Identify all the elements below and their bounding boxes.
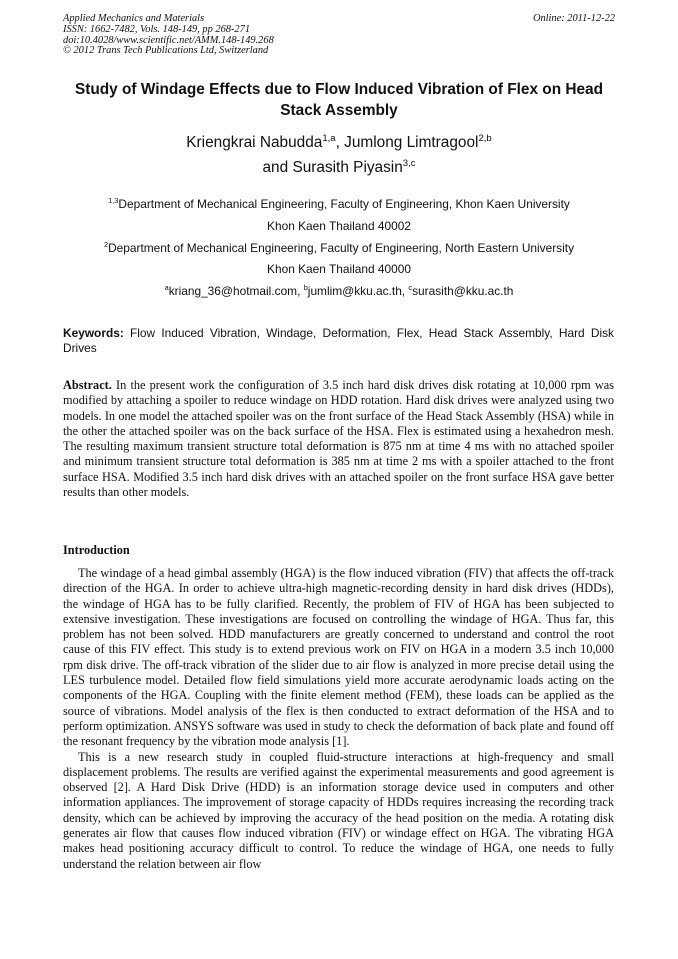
author-2-affil-mark: 2,b <box>478 132 492 144</box>
online-date: Online: 2011-12-22 <box>532 13 615 24</box>
author-separator: , <box>335 134 345 151</box>
author-and: and <box>262 159 293 176</box>
keywords <box>63 326 614 356</box>
paper-title <box>52 79 626 121</box>
affiliations <box>52 194 626 303</box>
author-3-name: Surasith Piyasin <box>292 159 403 176</box>
abstract-label: Abstract. <box>63 378 112 392</box>
email-b-mark: b <box>303 283 308 293</box>
introduction-paragraph-1: The windage of a head gimbal assembly (HGA) is the flow induced vibration (FIV) that affects the off-track direction of the HGA. In order to achieve ultra-high magnetic-recording density in hard disk drives (HDDs), the windage of HGA has to be fully clarified. Recently, the problem of FIV of HGA has been subjected to extensive investigation. These investigations are focused on controlling the windage of HGA. Thus far, this problem has not been solved. HDD manufacturers are greatly concerned to understand and control the root cause of this FIV effect. This study is to extend previous work on FIV on HGA in a modern 3.5 inch 10,000 rpm disk drive. The off-track vibration of the slider due to air flow is analyzed in more precise detail using the LES turbulence model. Detailed flow field simulations yield more accurate aerodynamic loads acting on the components of the HGA. Coupling with the finite element method (FEM), these loads can be applied as the source of vibrations. Model analysis of the flex is then conducted to extract deformation of the HSA and to perform optimization. ANSYS software was used in study to check the deformation of back plate and found off the resonant frequency by the vibration mode analysis [1]. <box>63 566 614 749</box>
affiliation-2-mark: 2 <box>103 239 109 249</box>
affiliation-2-text: Department of Mechanical Engineering, Faculty of Engineering, North Eastern University <box>108 240 575 255</box>
abstract-text: In the present work the configuration of 3.5 inch hard disk drives disk rotating at 10,000 rpm was modified by attaching a spoiler to reduce windage on HDD rotation. Hard disk drives were analyzed using two models. In one model the attached spoiler was on the front surface of the Head Stack Assembly (HSA) while in the other the attached spoiler was on the back surface of the HSA. Flex is estimated using a hexahedron mesh. The resulting maximum transient structure total deformation is 875 nm at time 4 ms with no attached spoiler and minimum transient structure total deformation is 385 nm at time 2 ms with a spoiler attached to the front surface HSA. Modified 3.5 inch hard disk drives with an attached spoiler on the front surface HSA gave better results than other models. <box>63 378 614 500</box>
affiliation-1-address: Khon Kaen Thailand 40002 <box>267 218 411 233</box>
abstract <box>63 378 614 500</box>
author-line-2 <box>52 155 626 180</box>
affiliation-1 <box>52 194 626 216</box>
journal-doi: doi:10.4028/www.scientific.net/AMM.148-149.268 <box>63 34 274 46</box>
journal-name: Applied Mechanics and Materials <box>63 13 205 24</box>
affiliation-1-mark: 1,3 <box>108 196 119 206</box>
keywords-text: Flow Induced Vibration, Windage, Deformation, Flex, Head Stack Assembly, Hard Disk Drives <box>63 326 614 355</box>
journal-copyright: © 2012 Trans Tech Publications Ltd, Switzerland <box>63 45 269 57</box>
author-1-affil-mark: 1,a <box>322 132 336 144</box>
introduction-body <box>63 566 614 872</box>
email-c: surasith@kku.ac.th <box>412 284 514 299</box>
paper-title-line-1: Study of Windage Effects due to Flow Induced Vibration of Flex on Head <box>74 81 604 98</box>
journal-header <box>63 14 274 57</box>
author-line-1 <box>52 130 626 155</box>
affiliation-1-text: Department of Mechanical Engineering, Faculty of Engineering, Khon Kaen University <box>118 197 570 211</box>
section-heading-introduction: Introduction <box>63 543 130 557</box>
email-a-mark: a <box>164 283 169 293</box>
author-emails <box>52 281 626 303</box>
keywords-label: Keywords: <box>63 326 124 340</box>
email-b: jumlim@kku.ac.th, <box>307 284 409 299</box>
author-list <box>52 130 626 180</box>
journal-issn: ISSN: 1662-7482, Vols. 148-149, pp 268-271 <box>63 23 251 35</box>
email-c-mark: c <box>408 283 413 293</box>
author-3-affil-mark: 3,c <box>402 157 416 169</box>
affiliation-2 <box>52 238 626 260</box>
email-a: kriang_36@hotmail.com, <box>168 284 304 299</box>
introduction-paragraph-2: This is a new research study in coupled fluid-structure interactions at high-frequency and small displacement problems. The results are verified against the experimental measurements and good agreement is observed [2]. A Hard Disk Drive (HDD) is an information storage device used in computers and other information appliances. The improvement of storage capacity of HDDs requires increasing the recording track density, which can be achieved by improving the accuracy of the head position on the media. A rotating disk generates air flow that causes flow induced vibration (FIV) or windage effect on HGA. The vibrating HGA makes head positioning accuracy difficult to control. To reduce the windage of HGA, one needs to fully understand the relation between air flow <box>63 749 614 871</box>
author-1-name: Kriengkrai Nabudda <box>186 134 323 151</box>
paper-title-line-2: Stack Assembly <box>280 102 398 119</box>
affiliation-2-address: Khon Kaen Thailand 40000 <box>267 262 411 277</box>
author-2-name: Jumlong Limtragool <box>344 134 479 151</box>
